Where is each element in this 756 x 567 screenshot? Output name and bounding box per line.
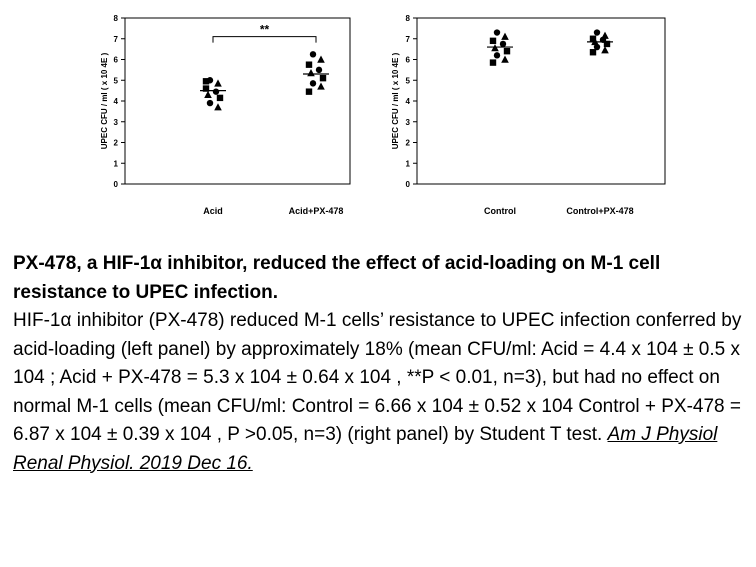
caption: [13, 250, 753, 478]
caption-body: HIF-1α inhibitor (PX-478) reduced M-1 cells’ resistance to UPEC infection conferred by acid-loading (left panel) by approximately 18% (mean CFU/ml: Acid = 4.4 x 104 ± 0.5 x 104 ; Acid + PX-478 = 5.3 x 104 ± 0.64 x 104 , **P < 0.01, n=3), but had no effect on normal M-1 cells (mean CFU/ml: Control = 6.66 x 104 ± 0.52 x 104 Control + PX-478 = 6.87 x 104 ± 0.39 x 104 , P >0.05, n=3) (right panel) by Student T test.: [13, 310, 742, 445]
data-point: [494, 29, 500, 35]
data-point: [214, 103, 222, 110]
data-point: [317, 82, 325, 89]
left-panel: [100, 14, 350, 216]
y-tick-label: 8: [405, 14, 410, 23]
x-category-label: Acid+PX-478: [288, 206, 344, 216]
data-point: [504, 48, 510, 54]
data-point: [214, 79, 222, 86]
data-point: [501, 56, 509, 63]
data-point: [317, 56, 325, 63]
data-point: [306, 61, 312, 67]
x-category-label: Acid: [203, 206, 223, 216]
y-tick-label: 1: [113, 159, 118, 169]
y-tick-label: 3: [113, 117, 118, 127]
plot-frame: [417, 18, 665, 184]
y-tick-label: 8: [113, 14, 118, 23]
y-axis-label: UPEC CFU / ml ( x 10 4E ): [391, 52, 400, 150]
plot-frame: [125, 18, 350, 184]
data-point: [213, 88, 219, 94]
y-tick-label: 0: [405, 180, 410, 189]
y-tick-label: 6: [405, 55, 410, 65]
data-point: [490, 38, 496, 44]
right-panel: [391, 14, 665, 216]
y-tick-label: 0: [113, 180, 118, 189]
data-point: [207, 100, 213, 106]
y-tick-label: 5: [113, 76, 118, 86]
data-point: [310, 80, 316, 86]
data-point: [494, 52, 500, 58]
significance-label: **: [259, 22, 270, 37]
data-point: [490, 59, 496, 65]
data-point: [307, 69, 315, 76]
y-tick-label: 3: [405, 117, 410, 127]
data-point: [491, 44, 499, 51]
data-point: [316, 67, 322, 73]
caption-body-paragraph: [13, 307, 753, 478]
data-point: [594, 29, 600, 35]
y-axis-label: UPEC CFU / ml ( x 10 4E ): [100, 52, 109, 150]
data-point: [204, 91, 212, 98]
y-tick-label: 2: [113, 138, 118, 148]
data-point: [500, 41, 506, 47]
x-category-label: Control: [484, 206, 516, 216]
data-point: [590, 49, 596, 55]
y-tick-label: 7: [113, 34, 118, 44]
y-tick-label: 7: [405, 34, 410, 44]
y-tick-label: 4: [405, 97, 410, 106]
y-tick-label: 6: [113, 55, 118, 65]
data-point: [320, 75, 326, 81]
y-tick-label: 4: [113, 97, 118, 106]
data-point: [217, 95, 223, 101]
y-tick-label: 1: [405, 159, 410, 169]
data-point: [310, 51, 316, 57]
citation-link[interactable]: Am J Physiol Renal Physiol. 2019 Dec 16.: [13, 424, 718, 474]
data-point: [203, 78, 209, 84]
y-tick-label: 2: [405, 138, 410, 148]
y-tick-label: 5: [405, 76, 410, 86]
figure: [0, 0, 756, 240]
data-point: [306, 88, 312, 94]
caption-title: PX-478, a HIF-1α inhibitor, reduced the effect of acid-loading on M-1 cell resistance to UPEC infection.: [13, 253, 661, 303]
significance-bracket: [213, 37, 316, 43]
data-point: [501, 33, 509, 40]
x-category-label: Control+PX-478: [566, 206, 634, 216]
data-point: [601, 46, 609, 53]
